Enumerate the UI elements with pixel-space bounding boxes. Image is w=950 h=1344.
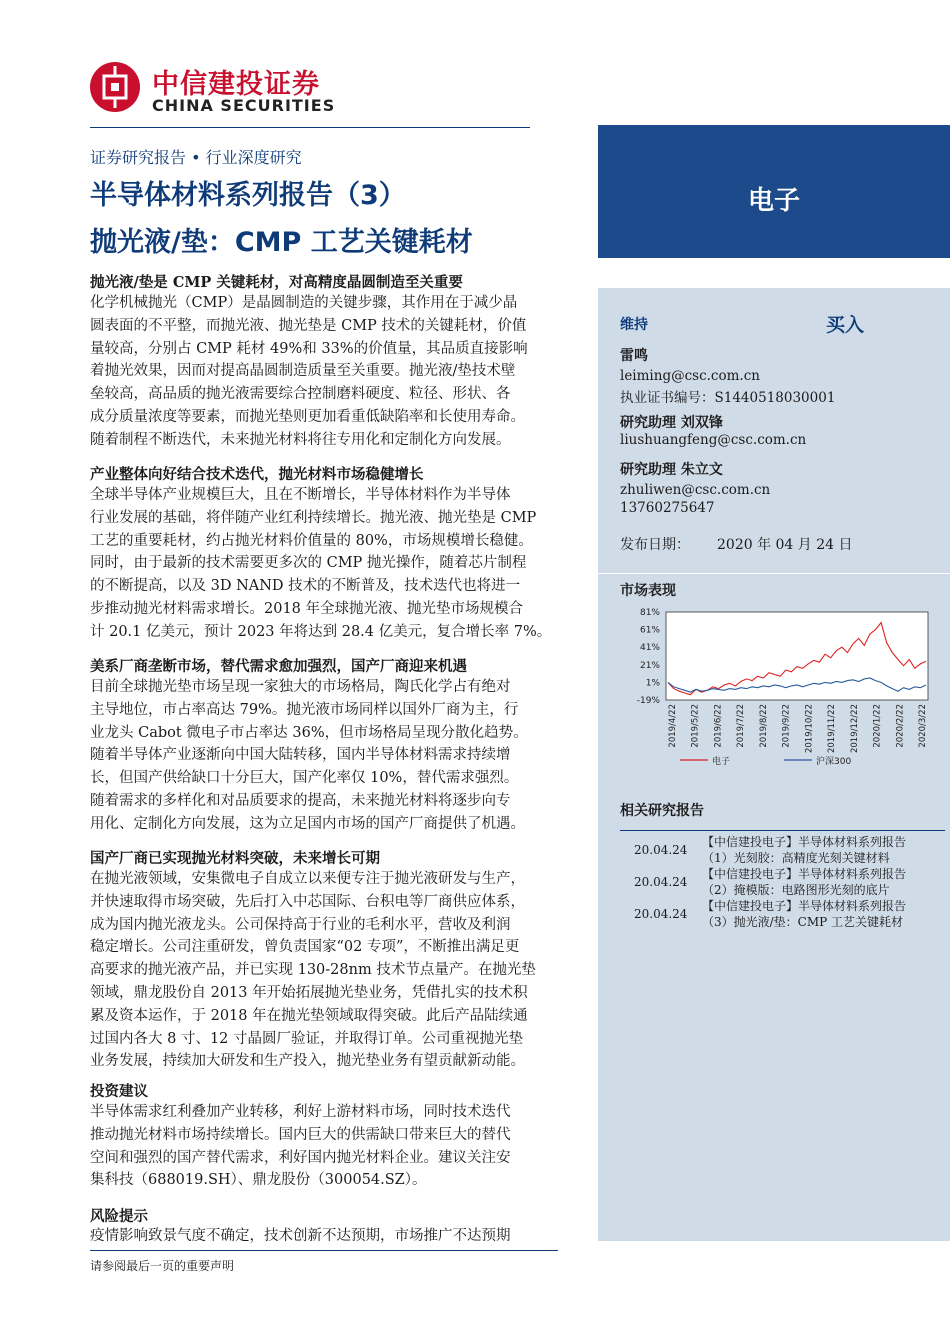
related-report-title: 【中信建投电子】半导体材料系列报告 （2）掩模版：电路图形光刻的底片 bbox=[702, 867, 907, 897]
header-divider bbox=[90, 127, 530, 128]
related-report-item[interactable] bbox=[620, 865, 945, 897]
related-reports-divider bbox=[620, 830, 945, 831]
y-tick-label: 41% bbox=[639, 643, 660, 654]
section-body: 全球半导体产业规模巨大，且在不断增长，半导体材料作为半导体 行业发展的基础，将伴随产业红利持续增长。抛光液、抛光垫是 CMP 工艺的重要耗材，约占抛光材料价值量的 80%，市场规模增长稳健。 同时，由于最新的技术需要更多次的 CMP 抛光操作，随着芯片制程 的不断提高，以及 3D NAND 技术的不断普及，技术迭代也将进一 步推动抛光材料需求增长。2018 年全球抛光液、抛光垫市场规模合 计 20.1 亿美元，预计 2023 年将达到 28.4 亿美元，复合增长率 7%。 bbox=[90, 487, 552, 640]
rating-value: 买入 bbox=[826, 314, 865, 336]
related-report-title: 【中信建投电子】半导体材料系列报告 （3）抛光液/垫：CMP 工艺关键耗材 bbox=[702, 899, 907, 929]
publish-date: 2020 年 04 月 24 日 bbox=[717, 537, 853, 553]
footer-divider bbox=[90, 1250, 558, 1251]
legend-label: 沪深300 bbox=[816, 757, 852, 767]
footer-disclaimer: 请参阅最后一页的重要声明 bbox=[90, 1259, 235, 1273]
analyst-email: leiming@csc.com.cn bbox=[620, 368, 760, 384]
x-tick-label: 2019/10/22 bbox=[804, 704, 815, 753]
x-tick-label: 2019/11/22 bbox=[827, 704, 838, 753]
x-tick-label: 2019/8/22 bbox=[758, 704, 769, 748]
assistant2-name: 研究助理 朱立文 bbox=[620, 462, 723, 478]
x-tick-label: 2019/4/22 bbox=[668, 704, 678, 748]
related-report-date: 20.04.24 bbox=[634, 843, 688, 857]
related-report-item[interactable] bbox=[620, 833, 945, 865]
x-tick-label: 2019/5/22 bbox=[690, 704, 701, 748]
section-heading: 投资建议 bbox=[90, 1083, 148, 1100]
assistant1-name: 研究助理 刘双锋 bbox=[620, 415, 723, 431]
y-tick-label: 61% bbox=[639, 625, 660, 636]
report-title-line1: 半导体材料系列报告（3） bbox=[90, 180, 406, 211]
publish-label: 发布日期： bbox=[620, 537, 690, 553]
related-report-date: 20.04.24 bbox=[634, 875, 688, 889]
x-tick-label: 2020/3/22 bbox=[918, 704, 928, 748]
y-tick-label: 1% bbox=[645, 678, 660, 689]
section-heading: 国产厂商已实现抛光材料突破，未来增长可期 bbox=[90, 850, 380, 867]
section-heading: 风险提示 bbox=[90, 1208, 148, 1225]
section-heading: 抛光液/垫是 CMP 关键耗材，对高精度晶圆制造至关重要 bbox=[90, 274, 463, 291]
related-report-title: 【中信建投电子】半导体材料系列报告 （1）光刻胶：高精度光刻关键材料 bbox=[702, 835, 907, 865]
section-heading: 产业整体向好结合技术迭代，抛光材料市场稳健增长 bbox=[90, 466, 424, 483]
company-name-cn: 中信建投证券 bbox=[152, 69, 320, 100]
section-body: 化学机械抛光（CMP）是晶圆制造的关键步骤，其作用在于减少晶 圆表面的不平整，而抛光液、抛光垫是 CMP 技术的关键耗材，价值 量较高，分别占 CMP 耗材 49%和 33%的价值量，其品质直接影响 着抛光效果，因而对提高晶圆制造质量至关重要。抛光液/垫技术壁 垒较高，高品质的抛光液需要综合控制磨料硬度、粒径、形状、各 成分质量浓度等要素，而抛光垫则更加看重低缺陷率和长使用寿命。 随着制程不断迭代，未来抛光材料将往专用化和定制化方向发展。 bbox=[90, 295, 528, 448]
section-body: 目前全球抛光垫市场呈现一家独大的市场格局，陶氏化学占有绝对 主导地位，市占率高达 79%。抛光液市场同样以国外厂商为主，行 业龙头 Cabot 微电子市占率达 36%，但市场格局呈现分散化趋势。 随着半导体产业逐渐向中国大陆转移，国内半导体材料需求持续增 长，但国产供给缺口十分巨大，国产化率仅 10%，替代需求强烈。 随着需求的多样化和对品质要求的提高，未来抛光材料将逐步向专 用化、定制化方向发展，这为立足国内市场的国产厂商提供了机遇。 bbox=[90, 679, 528, 832]
x-tick-label: 2019/7/22 bbox=[736, 704, 747, 748]
analyst-license: 执业证书编号：S1440518030001 bbox=[620, 390, 836, 406]
section-body: 疫情影响致景气度不确定，技术创新不达预期，市场推广不达预期 bbox=[90, 1228, 511, 1244]
x-tick-label: 2019/9/22 bbox=[781, 704, 792, 748]
market-performance-chart bbox=[620, 606, 940, 766]
related-reports-label: 相关研究报告 bbox=[620, 803, 704, 819]
x-tick-label: 2019/12/22 bbox=[849, 704, 860, 753]
industry-label: 电子 bbox=[747, 186, 800, 216]
y-tick-label: 21% bbox=[639, 660, 660, 671]
y-tick-label: 81% bbox=[639, 608, 660, 618]
related-report-item[interactable] bbox=[620, 897, 945, 929]
company-name-en: CHINA SECURITIES bbox=[152, 96, 336, 115]
section-body: 半导体需求红利叠加产业转移，利好上游材料市场，同时技术迭代 推动抛光材料市场持续增长。国内巨大的供需缺口带来巨大的替代 空间和强烈的国产替代需求，利好国内抛光材料企业。建议关注安 集科技（688019.SH）、鼎龙股份（300054.SZ）。 bbox=[90, 1104, 511, 1189]
assistant1-email: liushuangfeng@csc.com.cn bbox=[620, 432, 807, 448]
sidebar-divider bbox=[598, 573, 950, 574]
company-logo-icon bbox=[90, 62, 140, 112]
market-performance-label: 市场表现 bbox=[620, 583, 676, 599]
analyst-name: 雷鸣 bbox=[620, 348, 648, 364]
report-series: 证券研究报告 • 行业深度研究 bbox=[90, 148, 302, 167]
rating-action: 维持 bbox=[620, 317, 648, 333]
legend-label: 电子 bbox=[712, 757, 731, 767]
related-report-date: 20.04.24 bbox=[634, 907, 688, 921]
section-heading: 美系厂商垄断市场，替代需求愈加强烈，国产厂商迎来机遇 bbox=[90, 658, 467, 675]
assistant2-phone: 13760275647 bbox=[620, 500, 715, 516]
assistant2-email: zhuliwen@csc.com.cn bbox=[620, 482, 771, 498]
x-tick-label: 2019/6/22 bbox=[713, 704, 724, 748]
section-body: 在抛光液领域，安集微电子自成立以来便专注于抛光液研发与生产， 并快速取得市场突破，先后打入中芯国际、台积电等厂商供应体系， 成为国内抛光液龙头。公司保持高于行业的毛利水平，营收及利润 稳定增长。公司注重研发，曾负责国家“02 专项”，不断推出满足更 高要求的抛光液产品，并已实现 130-28nm 技术节点量产。在抛光垫 领域，鼎龙股份自 2013 年开始拓展抛光垫业务，凭借扎实的技术积 累及资本运作，于 2018 年在抛光垫领域取得突破。此后产品陆续通 过国内各大 8 寸、12 寸晶圆厂验证，并取得订单。公司重视抛光垫 业务发展，持续加大研发和生产投入，抛光垫业务有望贡献新动能。 bbox=[90, 871, 536, 1070]
y-tick-label: -19% bbox=[636, 696, 660, 706]
x-tick-label: 2020/1/22 bbox=[872, 704, 883, 748]
report-title-line2: 抛光液/垫：CMP 工艺关键耗材 bbox=[90, 227, 473, 258]
x-tick-label: 2020/2/22 bbox=[895, 704, 906, 748]
